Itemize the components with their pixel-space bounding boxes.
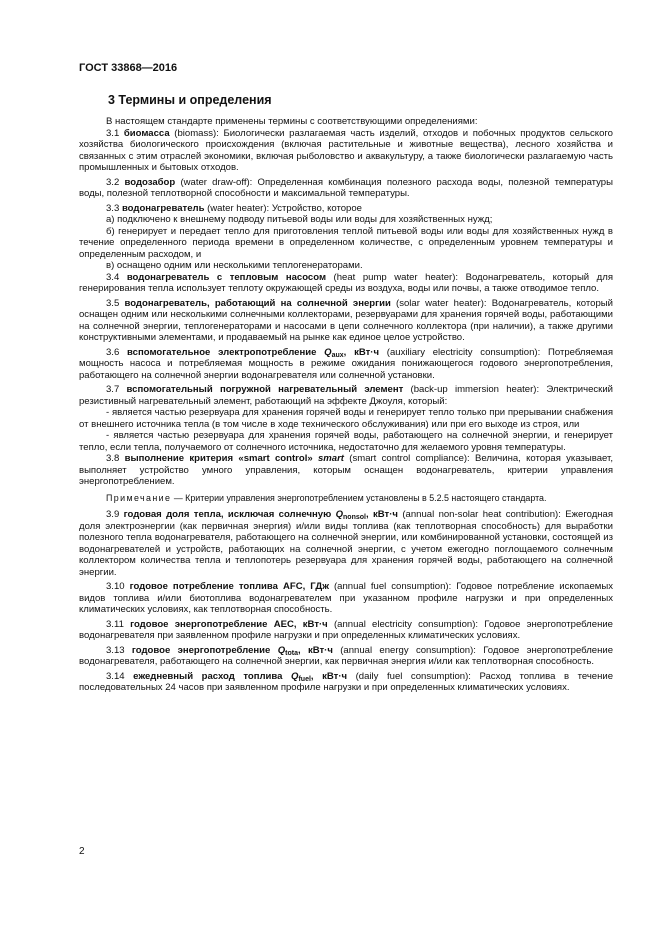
term-label: выполнение критерия «smart control» <box>124 453 318 464</box>
symbol-subscript: fuel <box>298 675 311 683</box>
unit: , кВт·ч <box>310 670 348 682</box>
term-label: годовое энергопотребление AEC, кВт·ч <box>130 618 328 630</box>
term-3-4: 3.4 водонагреватель с тепловым насосом (heat pump water heater): Водонагреватель, который для генерирования тепла использует теплоту окружающей среды из воздуха, воды или почвы, а также отводимое тепло. <box>79 271 613 294</box>
symbol: Q <box>324 346 332 358</box>
unit: , кВт·ч <box>297 644 333 656</box>
term-label: водонагреватель с тепловым насосом <box>126 271 327 283</box>
term-italic: smart <box>317 453 344 464</box>
term-3-14: 3.14 ежедневный расход топлива $Q_{fuel}$, кВт·ч (daily fuel consumption): Расход топлива в течение последовательных 24 часов при заявленном профиле нагрузки и при определенных климатических условиях. <box>79 670 614 693</box>
term-label: водозабор <box>124 176 176 188</box>
note: Примечание — Критерии управления энергопотреблением установлены в 5.2.5 настоящего стандарта. <box>106 492 547 503</box>
term-3-3-item-b: б) генерирует и передает тепло для приготовления теплой питьевой воды или воды для хозяйственных нужд в течение определенного периода времени в определенном количестве, с определенным уровнем температуры и определенным расходом, и <box>79 225 613 260</box>
term-3-3-item-a: а) подключено к внешнему подводу питьевой воды или воды для хозяйственных нужд; <box>106 214 493 225</box>
term-3-7-dash-2: - является частью резервуара для хранения горячей воды, работающего на солнечной энергии, и генерирует тепло, если тепла, получаемого от солнечного источника, недостаточно для желаемого уровня температуры. <box>79 430 613 453</box>
term-3-13: 3.13 годовое энергопотребление $Q_{tota}$, кВт·ч (annual energy consumption): Годовое энергопотребление водонагревателя, работающего на солнечной энергии, как первичная энергия и/или как теплотворная способность. <box>79 644 613 667</box>
unit: , кВт·ч <box>343 346 380 358</box>
term-3-11: 3.11 годовое энергопотребление AEC, кВт·ч (annual electricity consumption): Годовое энергопотребление водонагревателя при заявленном профиле нагрузки и при определенных климатических условиях. <box>79 618 613 641</box>
term-label: водонагреватель <box>121 202 205 214</box>
term-3-3: 3.3 водонагреватель (water heater): Устройство, которое <box>106 202 362 214</box>
term-3-7: 3.7 вспомогательный погружной нагревательный элемент (back-up immersion heater): Электрический резистивный нагревательный элемент, работающий на эффекте Джоуля, который: <box>79 384 613 407</box>
symbol: Q <box>335 509 344 520</box>
term-label: вспомогательный погружной нагревательный элемент <box>126 384 404 395</box>
term-label: годовое потребление топлива AFC, ГДж <box>129 581 329 592</box>
term-label: водонагреватель, работающий на солнечной энергии <box>124 297 391 309</box>
term-3-8: 3.8 выполнение критерия «smart control» smart (smart control compliance): Величина, которая указывает, выполняет устройство умного управления, которым оснащен водонагреватель, критерии управления энергопотреблением. <box>79 453 613 487</box>
term-label: ежедневный расход топлива <box>133 670 292 682</box>
note-label: Примечание <box>106 492 172 503</box>
term-label: годовая доля тепла, исключая солнечную <box>123 509 336 520</box>
symbol-subscript: tota <box>285 649 298 657</box>
unit: , кВт·ч <box>365 509 398 520</box>
symbol: Q <box>291 670 299 682</box>
symbol-subscript: aux <box>331 351 344 359</box>
term-label: биомасса <box>123 127 170 139</box>
term-3-2: 3.2 водозабор (water draw-off): Определенная комбинация полезного расхода воды, полезной температуры воды, полезной теплотворной способности и максимальной температуры. <box>79 176 613 199</box>
term-label: годовое энергопотребление <box>131 644 278 656</box>
symbol-subscript: nonsol <box>343 514 366 521</box>
term-3-5: 3.5 водонагреватель, работающий на солнечной энергии (solar water heater): Водонагреватель, который оснащен одним или несколькими солнечными коллекторами, резервуарами для хранения горячей воды, работающими на солнечной энергии, теплогенераторами и насосами в цепи солнечного коллектора (при наличии), а также другими конструктивными элементами, и продаваемый на рынке как единое целое устройство. <box>79 297 613 343</box>
term-3-7-dash-1: - является частью резервуара для хранения горячей воды и генерирует тепло только при прерывании снабжения от внешнего источника тепла (в том числе в ходе технического обслуживания) или при его выходе из строя, или <box>79 407 613 430</box>
term-3-9: 3.9 годовая доля тепла, исключая солнечную $Q_{nonsol}$, кВт·ч (annual non-solar heat contribution): Ежегодная доля электроэнергии (как первичная энергия) и/или виды топлива (как теплотворная способность) для выработки полезного тепла водонагревателя, работающего на солнечной энергии, или комбинированной установки, состоящей из водонагревателей и устройств, работающих на солнечной энергии, с учетом ежегодно поглощаемого солнечным коллектором количества тепла и теплопотерь резервуара для хранения горячей воды, работающего на солнечной энергии. <box>79 509 614 578</box>
symbol: Q <box>277 644 286 656</box>
document-body <box>79 116 613 694</box>
term-3-6: 3.6 вспомогательное электропотребление $Q_{aux}$, кВт·ч (auxiliary electricity consumption): Потребляемая мощность насоса и потребляемая мощность в режиме ожидания понижающегося годового энергопотребления, работающего на солнечной энергии водонагревателя или солнечной установки. <box>79 346 613 381</box>
term-3-10: 3.10 годовое потребление топлива AFC, ГДж (annual fuel consumption): Годовое потребление ископаемых видов топлива и/или биотоплива водонагревателем при указанном профиле нагрузки и при определенных климатических условиях, как теплотворная способность. <box>79 581 613 615</box>
term-label: вспомогательное электропотребление <box>127 346 325 358</box>
section-intro: В настоящем стандарте применены термины с соответствующими определениями: <box>106 116 478 127</box>
term-3-1: 3.1 биомасса (biomass): Биологически разлагаемая часть изделий, отходов и побочных продуктов сельского хозяйства биологического происхождения (включая растительные и животные вещества), лесного хозяйства и связанных с этим отраслей экономики, включая рыболовство и аквакультуру, а также биологически разлагаемую часть промышленных и бытовых отходов. <box>79 127 613 173</box>
section-title: 3 Термины и определения <box>108 93 272 107</box>
term-3-3-item-c: в) оснащено одним или несколькими теплогенераторами. <box>106 260 363 271</box>
standard-code: ГОСТ 33868—2016 <box>79 62 178 74</box>
page-number: 2 <box>79 846 85 857</box>
